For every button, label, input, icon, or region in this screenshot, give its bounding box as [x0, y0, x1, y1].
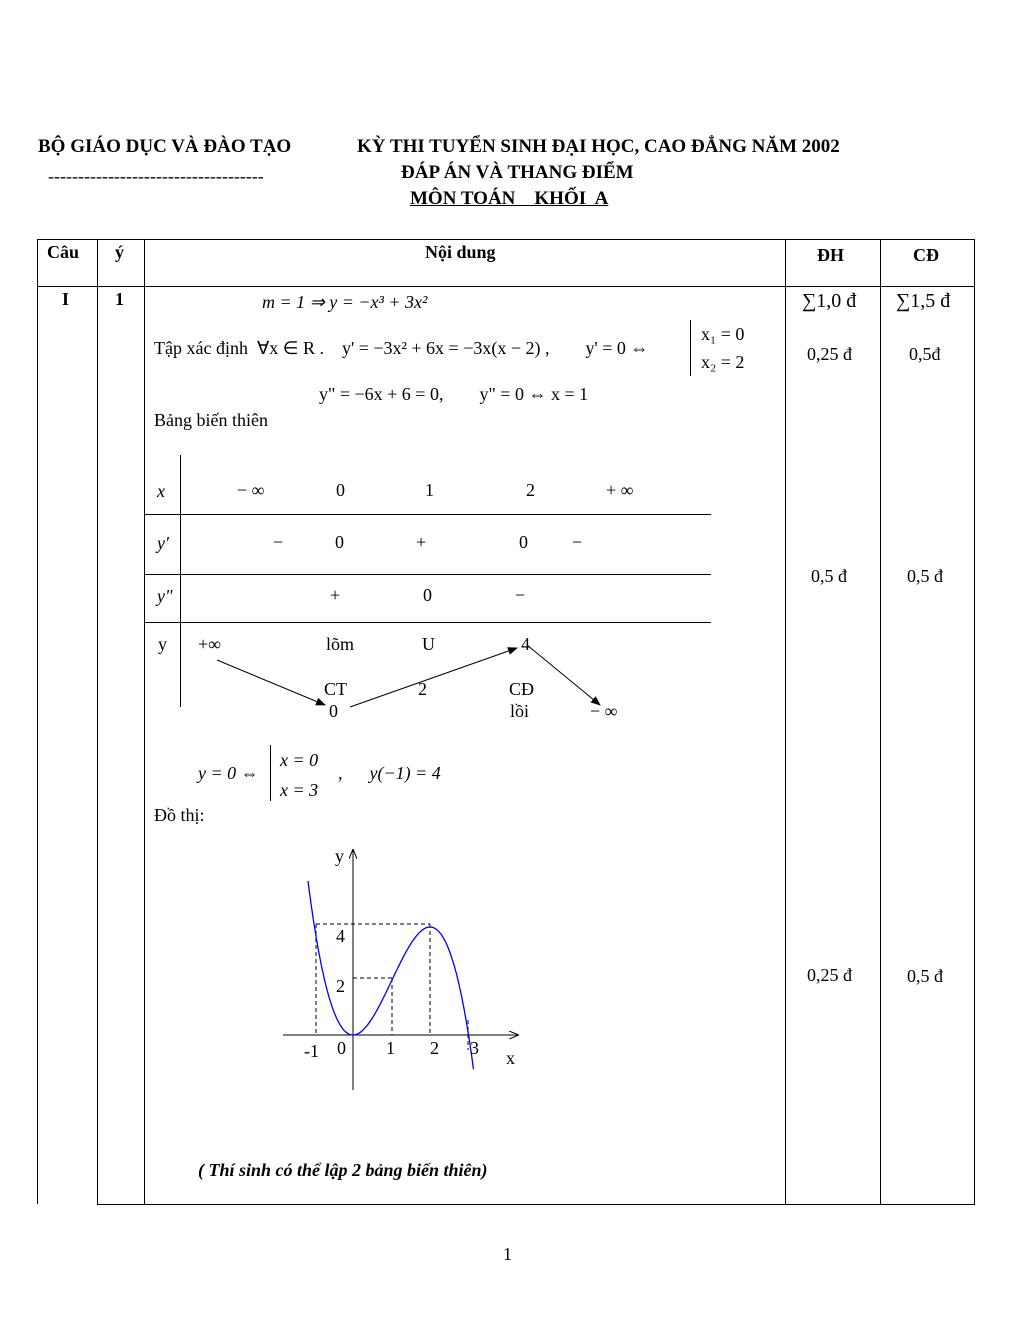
- y-axis-label: y: [335, 846, 344, 866]
- exam-title: KỲ THI TUYỂN SINH ĐẠI HỌC, CAO ĐẲNG NĂM 2002: [357, 136, 840, 157]
- function-def: m = 1 ⇒ y = −x³ + 3x²: [262, 292, 428, 312]
- x-tick: 2: [430, 1038, 439, 1058]
- root-1: x₁ = 0: [701, 324, 745, 344]
- decrease-arrow: [527, 645, 600, 705]
- var-x-label: x: [157, 481, 165, 501]
- header-cau: Câu: [47, 242, 80, 262]
- y-value: lồi: [510, 701, 530, 721]
- y-tick: 4: [336, 926, 345, 946]
- y1-value: −: [572, 532, 583, 552]
- header-y: ý: [115, 242, 124, 262]
- header-cd: CĐ: [913, 245, 939, 265]
- y-value: 2: [418, 679, 427, 699]
- root: x = 0: [280, 750, 319, 770]
- x-value: + ∞: [606, 480, 634, 500]
- x-value: 0: [336, 480, 345, 500]
- decrease-arrow: [217, 660, 325, 705]
- y1-value: 0: [335, 532, 344, 552]
- y-at-minus-one: , y(−1) = 4: [338, 763, 441, 783]
- x-value: 1: [425, 480, 434, 500]
- cd-score: 0,5 đ: [907, 566, 943, 586]
- page-number: 1: [503, 1244, 512, 1264]
- variation-table-label: Bảng biến thiên: [154, 410, 268, 430]
- cd-score: 0,5 đ: [907, 966, 943, 986]
- y1-value: +: [416, 532, 427, 552]
- y-value: 0: [329, 701, 338, 721]
- var-y2-label: y": [157, 586, 173, 606]
- dh-total: ∑1,0 đ: [802, 290, 857, 312]
- header-content: Nội dung: [425, 242, 496, 262]
- x-axis-label: x: [506, 1048, 515, 1068]
- x-value: − ∞: [237, 480, 265, 500]
- x-tick: 0: [337, 1038, 346, 1058]
- y2-value: −: [515, 585, 526, 605]
- y2-value: +: [330, 585, 341, 605]
- x-tick: 1: [386, 1038, 395, 1058]
- dh-score: 0,25 đ: [807, 344, 852, 364]
- x-value: 2: [526, 480, 535, 500]
- question-number: I: [62, 289, 70, 309]
- y-value: +∞: [198, 634, 221, 654]
- y-tick: 2: [336, 976, 345, 996]
- root-2: x₂ = 2: [701, 352, 745, 372]
- separator: ------------------------------------: [48, 166, 264, 186]
- y-value: 4: [521, 634, 530, 654]
- domain-derivative: Tập xác định ∀x ∈ R . y' = −3x² + 6x = −3x(x − 2) , y' = 0 ⇔: [154, 338, 649, 358]
- cd-total: ∑1,5 đ: [896, 290, 951, 312]
- dh-score: 0,5 đ: [811, 566, 847, 586]
- y-value: CT: [324, 679, 348, 699]
- x-tick: -1: [304, 1041, 319, 1061]
- roots-equation: y = 0 ⇔: [198, 763, 259, 783]
- note: ( Thí sinh có thể lập 2 bảng biến thiên): [198, 1160, 488, 1180]
- y1-value: −: [273, 532, 284, 552]
- dh-score: 0,25 đ: [807, 965, 852, 985]
- answer-title: ĐÁP ÁN VÀ THANG ĐIỂM: [401, 162, 634, 183]
- y-value: U: [422, 634, 435, 654]
- y1-value: 0: [519, 532, 528, 552]
- x-tick: 3: [470, 1038, 479, 1058]
- header-dh: ĐH: [817, 245, 844, 265]
- ministry-name: BỘ GIÁO DỤC VÀ ĐÀO TẠO: [38, 136, 292, 157]
- part-number: 1: [115, 289, 124, 309]
- var-y-label: y: [158, 634, 167, 654]
- subject-title: MÔN TOÁN KHỐI A: [410, 188, 609, 209]
- y2-value: 0: [423, 585, 432, 605]
- graph-label: Đồ thị:: [154, 805, 205, 825]
- increase-arrow: [350, 648, 517, 707]
- cd-score: 0,5đ: [909, 344, 941, 364]
- y-value: CĐ: [509, 679, 535, 699]
- y-value: lõm: [326, 634, 355, 654]
- y-value: − ∞: [590, 701, 618, 721]
- second-derivative: y" = −6x + 6 = 0, y" = 0 ⇔ x = 1: [319, 384, 589, 404]
- root: x = 3: [280, 780, 319, 800]
- var-y1-label: y': [157, 533, 169, 553]
